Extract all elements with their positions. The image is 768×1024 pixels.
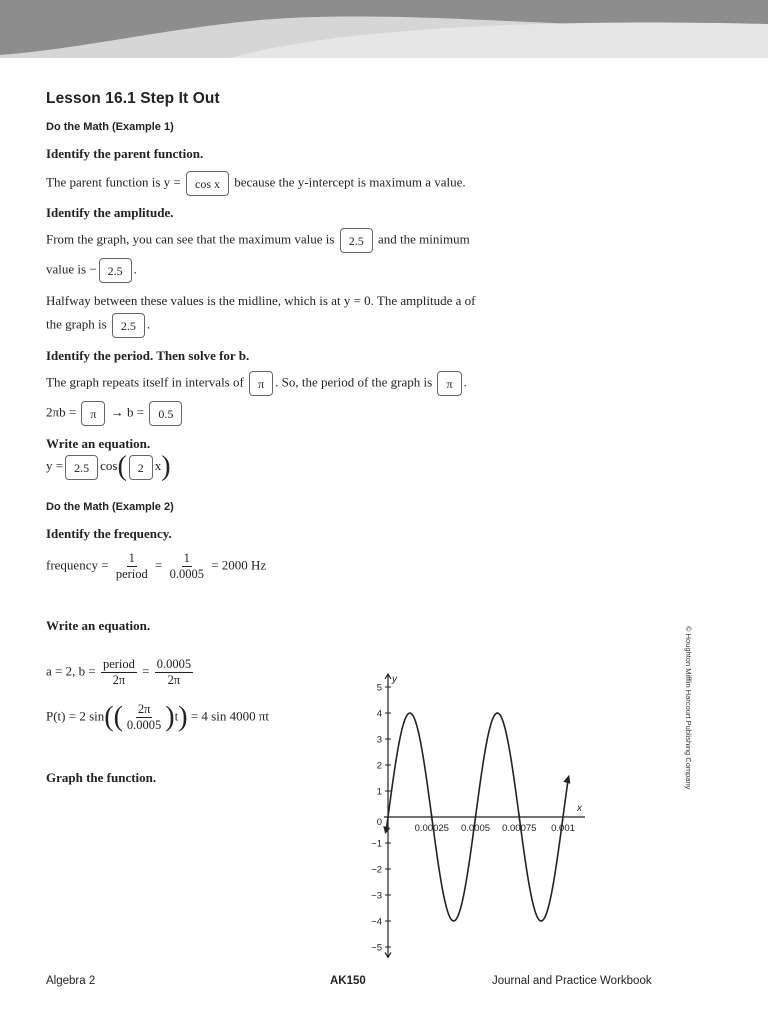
equation-b-box: 2: [129, 455, 153, 480]
x-tick-label: 0.001: [551, 823, 575, 834]
footer-course: Algebra 2: [46, 975, 96, 987]
y-axis-label: y: [392, 674, 397, 685]
midline-text: Halfway between these values is the midline, which is at y = 0. The amplitude a of: [46, 293, 476, 308]
period-heading: Identify the period. Then solve for b.: [46, 348, 250, 363]
parent-answer-box: cos x: [186, 171, 229, 196]
copyright-notice: © Houghton Mifflin Harcourt Publishing Company: [684, 626, 693, 790]
amplitude-value-box: 2.5: [112, 313, 145, 338]
solve-pi-box: π: [81, 401, 105, 426]
x-tick-label: 0.00075: [502, 823, 537, 834]
interval-box: π: [249, 371, 273, 396]
fraction-1-over-0-0005: $\frac{1}{0.0005}$: [169, 551, 204, 581]
frequency-heading: Identify the frequency.: [46, 526, 172, 541]
example2-heading: Do the Math (Example 2): [46, 501, 174, 513]
equation-heading: Write an equation.: [46, 436, 151, 451]
period-line: The graph repeats itself in intervals of π . So, the period of the graph is π .: [46, 371, 467, 396]
y-tick-label: −5: [371, 942, 382, 954]
equation-line: y = 2.5 cos( 2 x): [46, 451, 171, 482]
a-b-formula: a = 2, b = $\frac{\text{period}}{2\pi}$ = $\frac{0.0005}{2\pi}$: [46, 657, 192, 687]
footer-page-number: AK150: [330, 975, 366, 987]
fraction-1-over-period: $\frac{1}{\text{period}}$: [115, 551, 148, 581]
parent-line: The parent function is y = cos x because the y-intercept is maximum a value.: [46, 171, 466, 196]
curve-arrow-start: [383, 826, 390, 834]
y-tick-label: 4: [376, 708, 382, 720]
b-value-box: 0.5: [149, 401, 182, 426]
write-equation-heading: Write an equation.: [46, 618, 151, 633]
x-tick-label: 0.00025: [414, 823, 449, 834]
p-of-t-formula: P(t) = 2 sin(( $\frac{2\pi}{0.0005}$ )t) = 4 sin 4000 πt: [46, 701, 270, 733]
period-box: π: [437, 371, 461, 396]
min-value-box: 2.5: [99, 258, 132, 283]
lesson-title: Lesson 16.1 Step It Out: [46, 90, 220, 107]
fraction-0-0005-over-2pi: $\frac{0.0005}{2\pi}$: [156, 657, 192, 687]
fraction-period-over-2pi: $\frac{\text{period}}{2\pi}$: [102, 657, 135, 687]
y-tick-label: 3: [376, 734, 382, 746]
y-tick-label: −4: [371, 916, 382, 928]
max-value-box: 2.5: [340, 228, 373, 253]
y-tick-label: −2: [371, 864, 382, 876]
amplitude-heading: Identify the amplitude.: [46, 205, 174, 220]
fraction-2pi-over-0-0005: $\frac{2\pi}{0.0005}$: [126, 702, 162, 732]
curve-arrow-end: [563, 775, 570, 784]
y-tick-label: 5: [376, 682, 382, 694]
x-axis-label: x: [577, 803, 582, 814]
amplitude-line-1: From the graph, you can see that the maximum value is 2.5 and the minimum: [46, 228, 470, 253]
x-tick-label: 0.0005: [460, 823, 491, 834]
y-tick-label: 2: [376, 760, 382, 772]
frequency-formula: frequency = $\frac{1}{\text{period}}$ = $\frac{1}{0.0005}$ = 2000 Hz: [46, 551, 267, 581]
amplitude-line-2: value is − 2.5 .: [46, 258, 137, 283]
example1-heading: Do the Math (Example 1): [46, 121, 174, 133]
y-tick-label: 0: [376, 817, 382, 828]
y-tick-label: −3: [371, 890, 382, 902]
y-tick-label: −1: [371, 838, 382, 850]
equation-a-box: 2.5: [65, 455, 98, 480]
footer-book-title: Journal and Practice Workbook: [492, 975, 652, 987]
header-band: [0, 0, 768, 62]
sine-graph: [350, 668, 590, 964]
chart-ticks: [371, 683, 575, 954]
amplitude-line-4: the graph is 2.5 .: [46, 313, 150, 338]
graph-heading: Graph the function.: [46, 770, 157, 785]
parent-heading: Identify the parent function.: [46, 146, 204, 161]
solve-b-line: 2πb = π → b = 0.5: [46, 401, 184, 426]
y-tick-label: 1: [376, 786, 382, 798]
